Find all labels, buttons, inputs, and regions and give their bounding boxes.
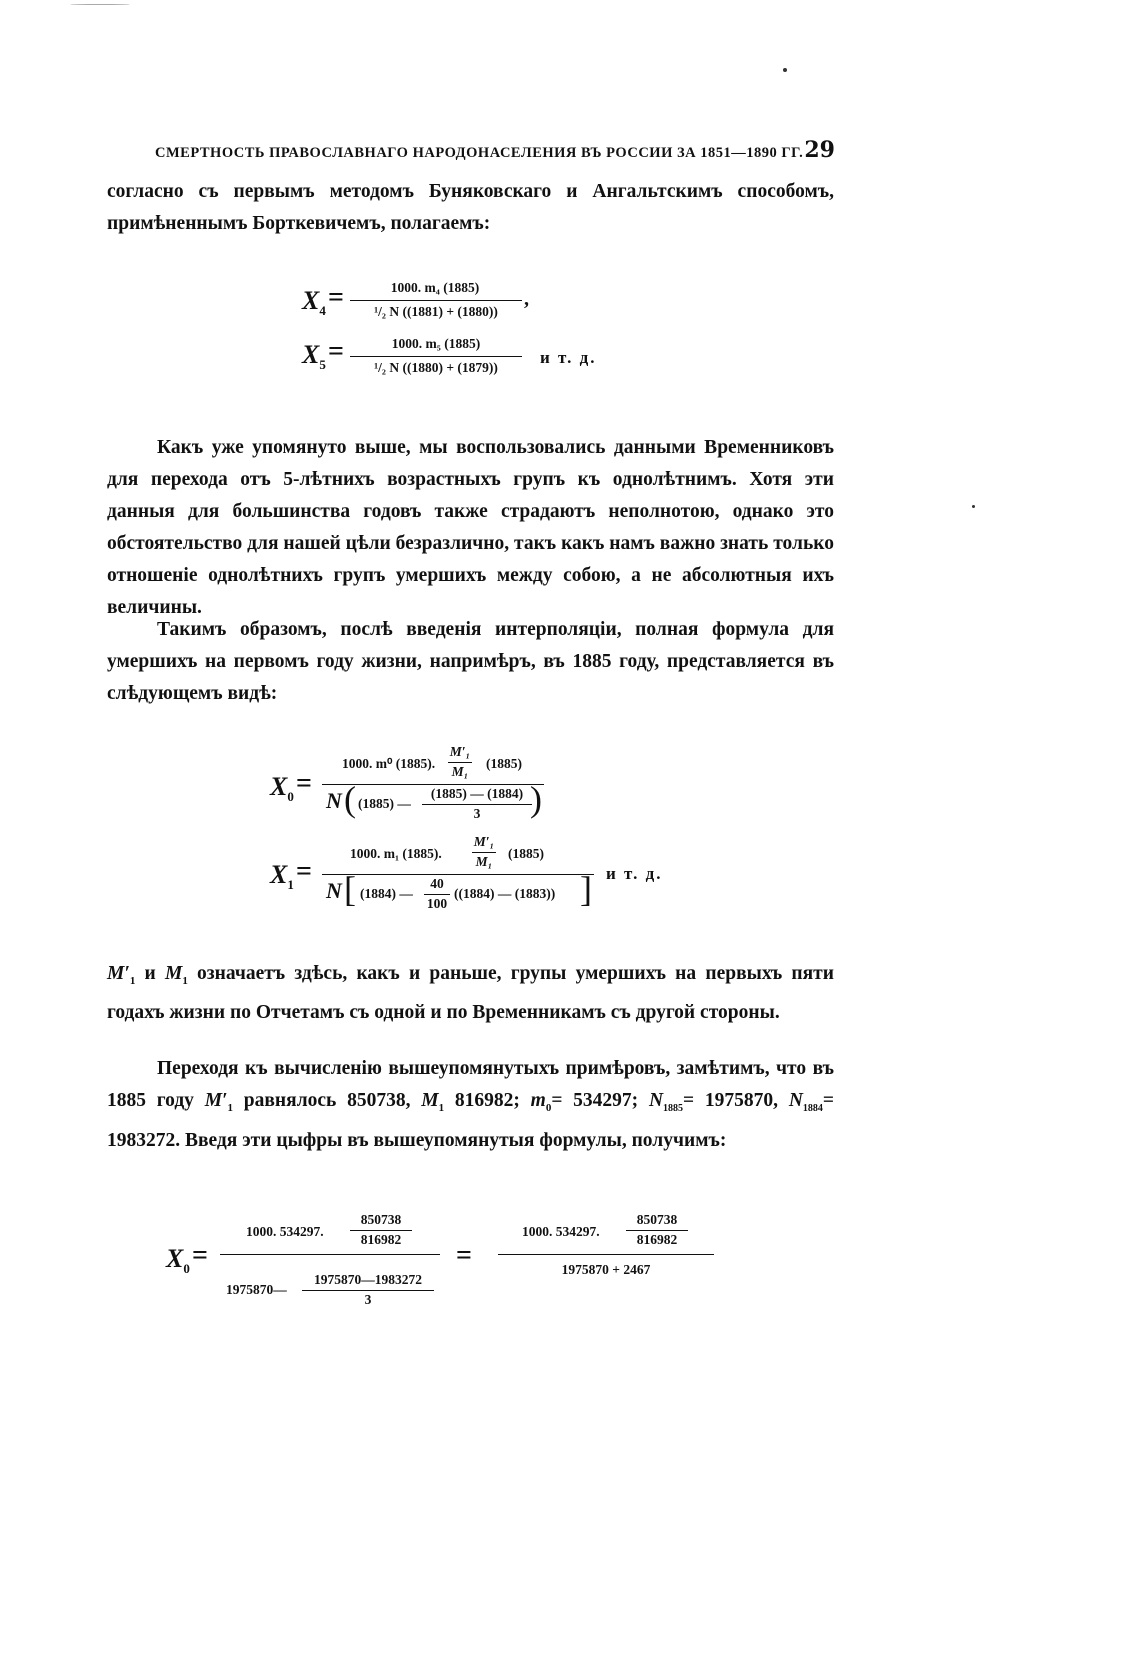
x1-den-frac-top: 40 bbox=[430, 876, 444, 891]
var-x1: $X_1$ bbox=[270, 860, 294, 893]
fraction-bar bbox=[626, 1230, 688, 1231]
formula-x0-x1 bbox=[262, 742, 682, 932]
fraction-bar bbox=[350, 1230, 412, 1231]
scan-speck bbox=[972, 505, 975, 508]
equals-sign: = bbox=[296, 856, 312, 887]
fraction-bar bbox=[302, 1290, 434, 1291]
x0-num-frac-top: M′₁ bbox=[449, 744, 471, 759]
x4-denominator: ¹/₂ N ((1881) + (1880)) bbox=[374, 304, 498, 319]
x1-numerator-left: 1000. m₁ (1885). bbox=[350, 846, 442, 861]
fraction-bar bbox=[472, 852, 496, 853]
equals-sign: = bbox=[192, 1240, 208, 1271]
x1-num-frac-top: M′₁ bbox=[473, 834, 495, 849]
fraction-bar bbox=[322, 874, 594, 875]
x1-num-frac-bot: M₁ bbox=[475, 854, 493, 869]
x0-den-frac-bot: 3 bbox=[473, 806, 481, 821]
scan-speck bbox=[783, 68, 787, 72]
x1-numerator-right: (1885) bbox=[508, 846, 544, 861]
left-den-frac-bot: 3 bbox=[364, 1292, 372, 1307]
page-number: 29 bbox=[804, 137, 835, 163]
x0-numerator-left: 1000. m⁰ (1885). bbox=[342, 756, 436, 771]
fraction-bar bbox=[424, 894, 450, 895]
x0-denominator-left: (1885) — bbox=[358, 796, 411, 811]
var-x4: $X_4$ bbox=[302, 286, 326, 319]
x1-denominator-left: (1884) — bbox=[360, 886, 413, 901]
fraction-bar bbox=[220, 1254, 440, 1255]
x0-num-frac-bot: M₁ bbox=[451, 764, 469, 779]
left-numerator: 1000. 534297. bbox=[246, 1224, 324, 1239]
right-denominator: 1975870 + 2467 bbox=[561, 1262, 651, 1277]
bracket-close: ] bbox=[580, 869, 592, 909]
fraction-bar bbox=[350, 300, 522, 301]
running-head-title: СМЕРТНОСТЬ ПРАВОСЛАВНАГО НАРОДОНАСЕЛЕНИЯ ВЪ РОССИИ ЗА 1851—1890 ГГ. bbox=[155, 145, 804, 161]
equals-sign: = bbox=[296, 768, 312, 799]
right-numerator: 1000. 534297. bbox=[522, 1224, 600, 1239]
equals-sign: = bbox=[328, 282, 344, 313]
paragraph-1: согласно съ первымъ методомъ Буняковскаго и Ангальтскимъ способомъ, примѣненнымъ Борткевичемъ, полагаемъ: bbox=[107, 181, 834, 234]
x0-den-frac-top: (1885) — (1884) bbox=[430, 786, 524, 801]
fraction-bar bbox=[422, 804, 532, 805]
left-denominator-left: 1975870— bbox=[226, 1282, 287, 1297]
fraction-bar bbox=[448, 762, 472, 763]
x5-denominator: ¹/₂ N ((1880) + (1879)) bbox=[374, 360, 498, 375]
right-num-frac-top: 850738 bbox=[636, 1212, 678, 1227]
x1-den-frac-bot: 100 bbox=[426, 896, 448, 911]
var-x0: $X_0$ bbox=[270, 772, 294, 805]
paragraph-4: $M'_1$ и $M_1$ означаетъ здѣсь, какъ и раньше, групы умершихъ на первыхъ пяти годахъ жизни по Отчетамъ съ одной и по Временникамъ съ другой стороны. bbox=[107, 963, 834, 1023]
x4-numerator: 1000. m₄ (1885) bbox=[390, 280, 480, 295]
paren-open: ( bbox=[344, 779, 356, 819]
var-x0: $X_0$ bbox=[166, 1244, 190, 1277]
equals-sign: = bbox=[328, 336, 344, 367]
comma: , bbox=[524, 288, 529, 310]
left-num-frac-top: 850738 bbox=[360, 1212, 402, 1227]
var-x5: $X_5$ bbox=[302, 340, 326, 373]
fraction-bar bbox=[498, 1254, 714, 1255]
paragraph-5: Переходя къ вычисленію вышеупомянутыхъ примѣровъ, замѣтимъ, что въ 1885 году $M'_1$ равнялось 850738, $M_1$ 816982; $m_0= 534297$; $N_{1885}= 1975870$, $N_{1884}= 1983272$. Введя эти цыфры въ вышеупомянутыя формулы, получимъ: bbox=[107, 1058, 835, 1151]
etc-text: и т. д. bbox=[606, 864, 663, 883]
etc-text: и т. д. bbox=[540, 348, 597, 367]
paren-close: ) bbox=[530, 779, 542, 819]
x1-den-N: N bbox=[326, 878, 342, 903]
fraction-bar bbox=[350, 356, 522, 357]
running-header bbox=[155, 137, 835, 163]
x1-denominator-right: ((1884) — (1883)) bbox=[454, 886, 556, 901]
right-num-frac-bot: 816982 bbox=[636, 1232, 678, 1247]
equals-sign: = bbox=[456, 1240, 472, 1271]
formula-x0-numeric bbox=[160, 1208, 720, 1318]
bracket-open: [ bbox=[344, 869, 356, 909]
paragraph-3: Такимъ образомъ, послѣ введенія интерполяціи, полная формула для умершихъ на первомъ году жизни, напримѣръ, въ 1885 году, представляется въ слѣдующемъ видѣ: bbox=[107, 619, 834, 704]
x0-numerator-right: (1885) bbox=[486, 756, 522, 771]
left-den-frac-top: 1975870—1983272 bbox=[314, 1272, 422, 1287]
x0-den-N: N bbox=[326, 788, 342, 813]
paragraph-2: Какъ уже упомянуто выше, мы воспользовались данными Временниковъ для перехода отъ 5-лѣтнихъ возрастныхъ групъ къ однолѣтнимъ. Хотя эти данныя для большинства годовъ также страдаютъ неполнотою, однако это обстоятельство для нашей цѣли безразлично, такъ какъ намъ важно знать только отношеніе однолѣтнихъ групъ умершихъ между собою, а не абсолютныя ихъ величины. bbox=[107, 437, 834, 618]
left-num-frac-bot: 816982 bbox=[360, 1232, 402, 1247]
scan-speck bbox=[70, 4, 130, 5]
x5-numerator: 1000. m₅ (1885) bbox=[391, 336, 481, 351]
formula-x4-x5 bbox=[290, 274, 610, 402]
